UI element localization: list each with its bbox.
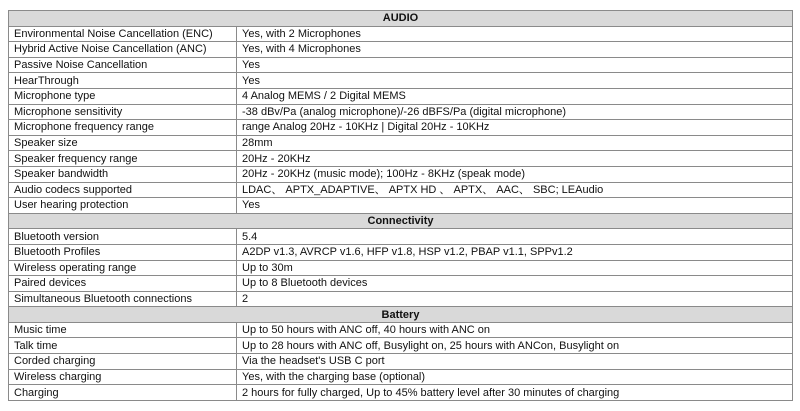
spec-value: 28mm xyxy=(237,135,793,151)
spec-label: Corded charging xyxy=(9,354,237,370)
section-title: Connectivity xyxy=(9,213,793,229)
table-row xyxy=(9,26,793,42)
spec-table xyxy=(8,10,793,401)
spec-value: Yes xyxy=(237,57,793,73)
table-row xyxy=(9,291,793,307)
spec-label: Microphone sensitivity xyxy=(9,104,237,120)
table-row xyxy=(9,338,793,354)
spec-label: Speaker size xyxy=(9,135,237,151)
spec-value: 2 xyxy=(237,291,793,307)
spec-label: Environmental Noise Cancellation (ENC) xyxy=(9,26,237,42)
spec-label: Charging xyxy=(9,385,237,401)
table-row xyxy=(9,135,793,151)
table-row xyxy=(9,198,793,214)
spec-value: 2 hours for fully charged, Up to 45% battery level after 30 minutes of charging xyxy=(237,385,793,401)
spec-label: Paired devices xyxy=(9,276,237,292)
spec-label: Passive Noise Cancellation xyxy=(9,57,237,73)
spec-label: Microphone type xyxy=(9,88,237,104)
spec-value: Yes, with the charging base (optional) xyxy=(237,369,793,385)
spec-value: 20Hz - 20KHz (music mode); 100Hz - 8KHz (speak mode) xyxy=(237,166,793,182)
section-header-audio xyxy=(9,11,793,27)
table-row xyxy=(9,104,793,120)
table-row xyxy=(9,369,793,385)
spec-label: Hybrid Active Noise Cancellation (ANC) xyxy=(9,42,237,58)
spec-value: Up to 8 Bluetooth devices xyxy=(237,276,793,292)
spec-value: Yes xyxy=(237,198,793,214)
table-row xyxy=(9,322,793,338)
spec-value: 5.4 xyxy=(237,229,793,245)
table-row xyxy=(9,151,793,167)
spec-label: Bluetooth version xyxy=(9,229,237,245)
table-row xyxy=(9,57,793,73)
spec-label: Microphone frequency range xyxy=(9,120,237,136)
section-header-battery xyxy=(9,307,793,323)
spec-value: range Analog 20Hz - 10KHz | Digital 20Hz - 10KHz xyxy=(237,120,793,136)
spec-label: Simultaneous Bluetooth connections xyxy=(9,291,237,307)
spec-label: Wireless charging xyxy=(9,369,237,385)
spec-label: Audio codecs supported xyxy=(9,182,237,198)
spec-label: Music time xyxy=(9,322,237,338)
table-row xyxy=(9,229,793,245)
spec-value: A2DP v1.3, AVRCP v1.6, HFP v1.8, HSP v1.2, PBAP v1.1, SPPv1.2 xyxy=(237,244,793,260)
spec-label: Speaker bandwidth xyxy=(9,166,237,182)
section-title: Battery xyxy=(9,307,793,323)
section-title: AUDIO xyxy=(9,11,793,27)
table-row xyxy=(9,354,793,370)
spec-value: Up to 50 hours with ANC off, 40 hours with ANC on xyxy=(237,322,793,338)
spec-value: Up to 28 hours with ANC off, Busylight on, 25 hours with ANCon, Busylight on xyxy=(237,338,793,354)
table-row xyxy=(9,120,793,136)
spec-value: -38 dBv/Pa (analog microphone)/-26 dBFS/Pa (digital microphone) xyxy=(237,104,793,120)
spec-value: 20Hz - 20KHz xyxy=(237,151,793,167)
spec-value: Yes, with 2 Microphones xyxy=(237,26,793,42)
section-header-connectivity xyxy=(9,213,793,229)
table-row xyxy=(9,88,793,104)
table-row xyxy=(9,276,793,292)
spec-value: Yes, with 4 Microphones xyxy=(237,42,793,58)
spec-value: Via the headset's USB C port xyxy=(237,354,793,370)
spec-label: Speaker frequency range xyxy=(9,151,237,167)
table-row xyxy=(9,73,793,89)
spec-value: 4 Analog MEMS / 2 Digital MEMS xyxy=(237,88,793,104)
spec-label: Talk time xyxy=(9,338,237,354)
table-row xyxy=(9,260,793,276)
spec-label: Wireless operating range xyxy=(9,260,237,276)
table-row xyxy=(9,385,793,401)
table-row xyxy=(9,42,793,58)
spec-label: Bluetooth Profiles xyxy=(9,244,237,260)
spec-label: HearThrough xyxy=(9,73,237,89)
spec-label: User hearing protection xyxy=(9,198,237,214)
spec-sheet xyxy=(8,10,792,401)
spec-value: Up to 30m xyxy=(237,260,793,276)
spec-value: LDAC、 APTX_ADAPTIVE、 APTX HD 、 APTX、 AAC、 SBC; LEAudio xyxy=(237,182,793,198)
table-row xyxy=(9,182,793,198)
spec-value: Yes xyxy=(237,73,793,89)
table-row xyxy=(9,244,793,260)
table-row xyxy=(9,166,793,182)
